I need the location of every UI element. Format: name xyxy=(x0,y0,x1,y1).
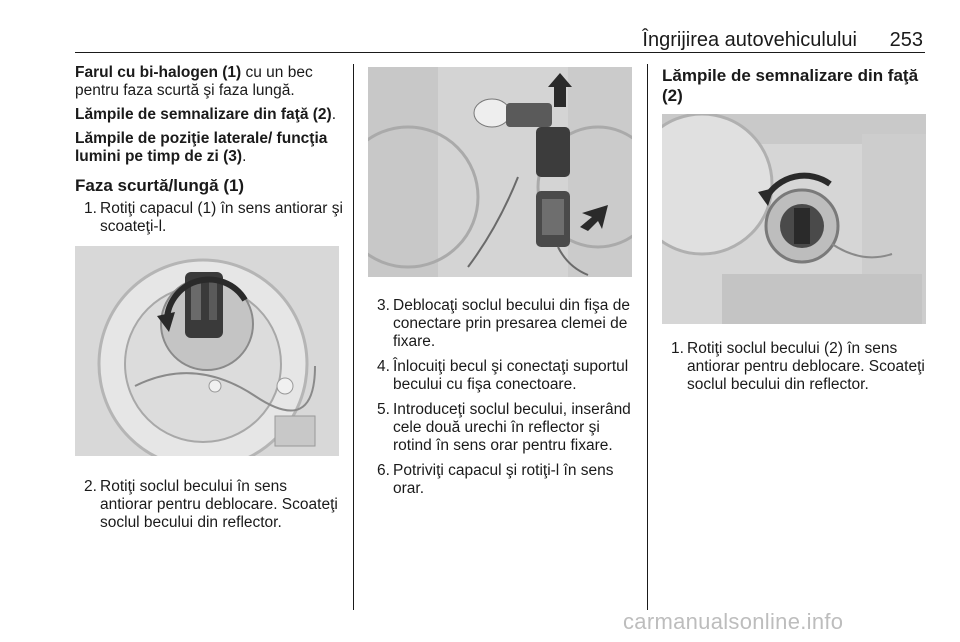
intro-bold: Lămpile de semnalizare din faţă (2) xyxy=(75,106,332,123)
steps-list xyxy=(662,340,926,394)
step-text: Potriviţi capacul şi rotiţi-l în sens orar. xyxy=(393,462,614,497)
page-number: 253 xyxy=(889,29,923,51)
column-divider xyxy=(353,64,354,610)
bulb-connector-photo xyxy=(368,67,632,277)
steps-list xyxy=(75,478,343,532)
intro-bold: Lămpile de poziţie laterale/ funcţia lumini pe timp de zi (3) xyxy=(75,130,328,165)
step-text: Rotiţi soclul becului (2) în sens antiorar pentru deblocare. Scoateţi soclul becului din reflector. xyxy=(687,340,925,393)
section-heading: Faza scurtă/lungă (1) xyxy=(75,176,245,195)
step-number: 2. xyxy=(84,478,97,495)
column-1 xyxy=(75,64,343,539)
step-text: Rotiţi soclul becului în sens antiorar pentru deblocare. Scoateţi soclul becului din reflector. xyxy=(100,478,338,531)
page-header xyxy=(75,26,925,53)
intro-paragraph xyxy=(75,106,343,124)
step-number: 6. xyxy=(377,462,390,479)
step-item xyxy=(368,401,634,455)
step-number: 1. xyxy=(671,340,684,357)
step-item xyxy=(662,340,926,394)
steps-list xyxy=(75,200,343,236)
intro-paragraph xyxy=(75,64,343,100)
intro-paragraph xyxy=(75,130,343,166)
step-number: 1. xyxy=(84,200,97,217)
steps-list xyxy=(368,297,634,498)
intro-bold: Farul cu bi-halogen (1) xyxy=(75,64,242,81)
step-text: Introduceţi soclul becului, inserând cele două urechi în reflector şi rotind în sens orar pentru fixare. xyxy=(393,401,631,454)
column-3 xyxy=(662,64,926,401)
column-divider xyxy=(647,64,648,610)
step-number: 5. xyxy=(377,401,390,418)
step-text: Înlocuiţi becul şi conectaţi suportul becului cu fişa conectoare. xyxy=(393,358,629,393)
step-item xyxy=(368,358,634,394)
intro-text: . xyxy=(331,106,337,123)
step-number: 3. xyxy=(377,297,390,314)
step-number: 4. xyxy=(377,358,390,375)
watermark: carmanualsonline.info xyxy=(623,609,844,634)
step-item xyxy=(368,297,634,351)
intro-text: . xyxy=(242,148,247,165)
column-2 xyxy=(368,64,634,505)
header-title: Îngrijirea autovehiculului xyxy=(642,29,857,51)
step-item xyxy=(75,478,343,532)
intro-text: cu un bec pentru faza scurtă şi faza lungă. xyxy=(75,64,313,99)
step-text: Deblocaţi soclul becului din fişa de conectare prin presarea clemei de fixare. xyxy=(393,297,630,350)
step-text: Rotiţi capacul (1) în sens antiorar şi scoateţi-l. xyxy=(100,200,343,235)
turn-signal-photo xyxy=(662,114,926,324)
section-heading: Lămpile de semnalizare din faţă (2) xyxy=(662,66,919,105)
step-item xyxy=(368,462,634,498)
headlamp-cap-photo xyxy=(75,246,339,456)
step-item xyxy=(75,200,343,236)
